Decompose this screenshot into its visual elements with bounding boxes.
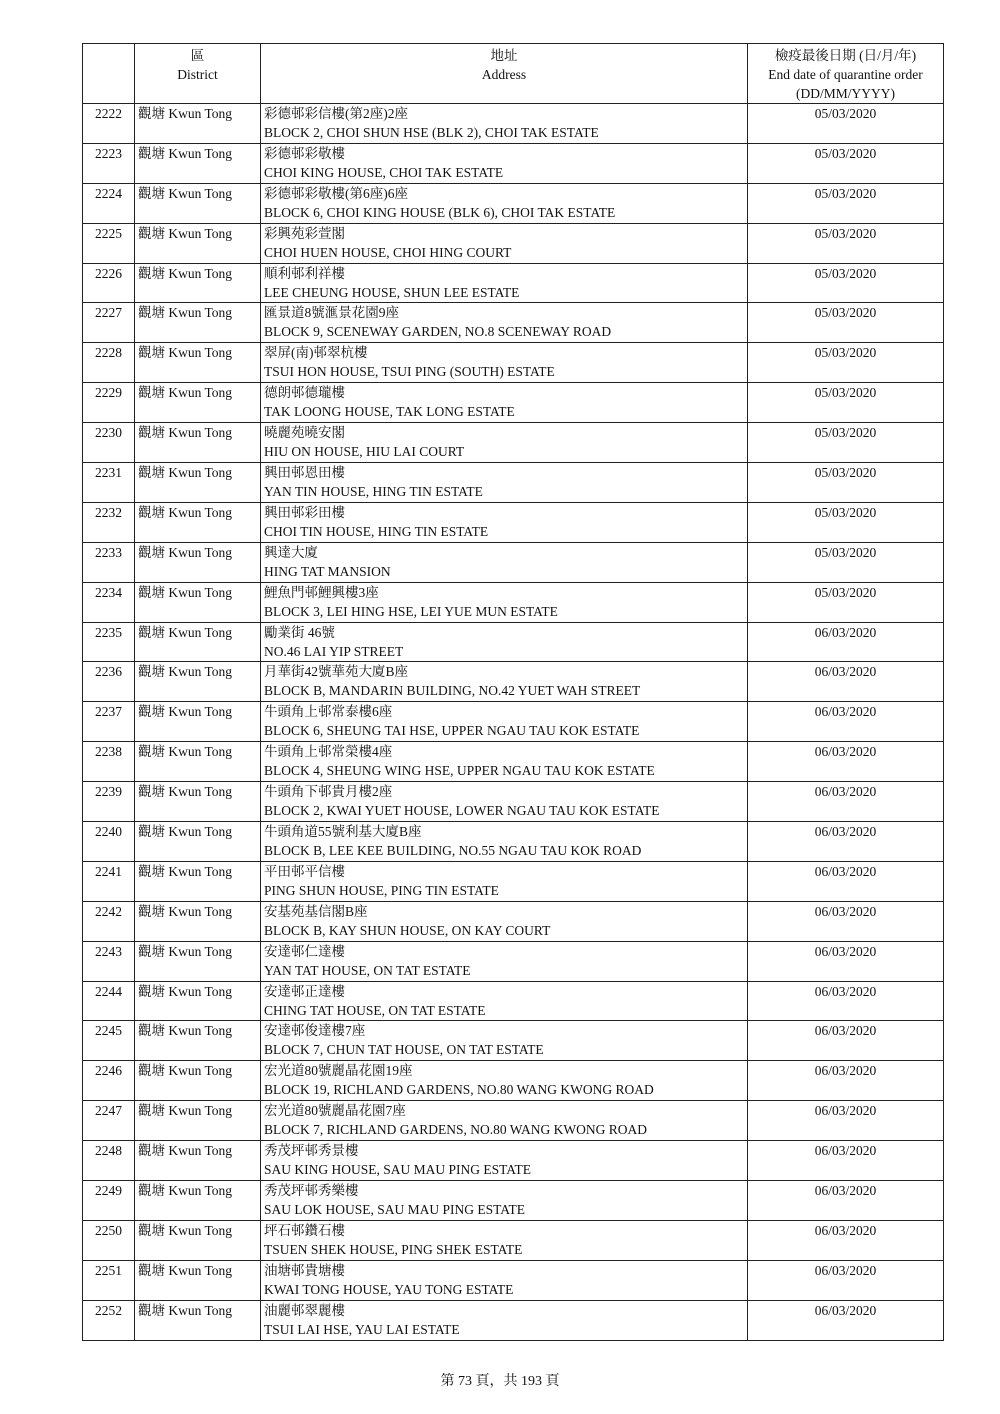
- row-number: 2229: [83, 383, 135, 423]
- row-address-en: BLOCK B, MANDARIN BUILDING, NO.42 YUET WAH STREET: [264, 683, 641, 699]
- row-district: 觀塘 Kwun Tong: [135, 423, 261, 463]
- row-end-date: 06/03/2020: [748, 1220, 944, 1260]
- row-district: 觀塘 Kwun Tong: [135, 622, 261, 662]
- row-address-en: TSUEN SHEK HOUSE, PING SHEK ESTATE: [264, 1241, 523, 1257]
- row-district: 觀塘 Kwun Tong: [135, 742, 261, 782]
- header-address-en: Address: [481, 67, 527, 82]
- row-address-zh: 鯉魚門邨鯉興樓3座: [264, 584, 379, 600]
- row-number: 2243: [83, 941, 135, 981]
- row-address-en: BLOCK 2, KWAI YUET HOUSE, LOWER NGAU TAU KOK ESTATE: [264, 803, 660, 819]
- row-district: 觀塘 Kwun Tong: [135, 183, 261, 223]
- row-address-zh: 平田邨平信樓: [264, 863, 345, 879]
- row-address-zh: 宏光道80號麗晶花園19座: [264, 1063, 413, 1079]
- row-address: [261, 423, 748, 463]
- row-number: 2242: [83, 901, 135, 941]
- row-district: 觀塘 Kwun Tong: [135, 901, 261, 941]
- row-address: [261, 582, 748, 622]
- row-address: [261, 463, 748, 503]
- row-district: 觀塘 Kwun Tong: [135, 263, 261, 303]
- table-row: [83, 343, 944, 383]
- row-address-zh: 油麗邨翠麗樓: [264, 1302, 345, 1318]
- row-address: [261, 941, 748, 981]
- row-address: [261, 143, 748, 183]
- row-address: [261, 303, 748, 343]
- row-address-en: BLOCK 4, SHEUNG WING HSE, UPPER NGAU TAU KOK ESTATE: [264, 763, 655, 779]
- row-number: 2222: [83, 104, 135, 144]
- row-end-date: 05/03/2020: [748, 143, 944, 183]
- row-end-date: 06/03/2020: [748, 1181, 944, 1221]
- row-district: 觀塘 Kwun Tong: [135, 143, 261, 183]
- row-address-zh: 彩德邨彩敬樓: [264, 145, 345, 161]
- table-row: [83, 662, 944, 702]
- row-address: [261, 542, 748, 582]
- table-row: [83, 263, 944, 303]
- row-district: 觀塘 Kwun Tong: [135, 1021, 261, 1061]
- table-row: [83, 1181, 944, 1221]
- row-address-en: BLOCK 7, CHUN TAT HOUSE, ON TAT ESTATE: [264, 1042, 544, 1058]
- row-number: 2224: [83, 183, 135, 223]
- row-address-en: CHOI HUEN HOUSE, CHOI HING COURT: [264, 244, 512, 260]
- row-address: [261, 1300, 748, 1340]
- row-address-zh: 月華街42號華苑大廈B座: [264, 664, 409, 680]
- row-number: 2231: [83, 463, 135, 503]
- row-address-en: BLOCK 9, SCENEWAY GARDEN, NO.8 SCENEWAY ROAD: [264, 324, 612, 340]
- row-end-date: 05/03/2020: [748, 104, 944, 144]
- header-date-format: (DD/MM/YYYY): [796, 86, 895, 101]
- row-end-date: 06/03/2020: [748, 981, 944, 1021]
- row-end-date: 06/03/2020: [748, 822, 944, 862]
- row-address: [261, 263, 748, 303]
- table-body: [83, 104, 944, 1341]
- row-number: 2228: [83, 343, 135, 383]
- header-address: [261, 44, 748, 104]
- row-end-date: 05/03/2020: [748, 303, 944, 343]
- row-address: [261, 1220, 748, 1260]
- row-address-en: BLOCK 3, LEI HING HSE, LEI YUE MUN ESTATE: [264, 603, 558, 619]
- row-district: 觀塘 Kwun Tong: [135, 822, 261, 862]
- row-address: [261, 502, 748, 542]
- row-address-zh: 安達邨仁達樓: [264, 943, 345, 959]
- row-number: 2248: [83, 1141, 135, 1181]
- row-address-zh: 牛頭角上邨常泰樓6座: [264, 704, 393, 720]
- row-address-zh: 德朗邨德瓏樓: [264, 385, 345, 401]
- table-row: [83, 383, 944, 423]
- row-district: 觀塘 Kwun Tong: [135, 343, 261, 383]
- table-row: [83, 183, 944, 223]
- row-address-zh: 牛頭角下邨貴月樓2座: [264, 784, 393, 800]
- row-address-en: BLOCK 2, CHOI SHUN HSE (BLK 2), CHOI TAK ESTATE: [264, 125, 599, 140]
- row-end-date: 05/03/2020: [748, 463, 944, 503]
- header-district-zh: 區: [190, 48, 205, 63]
- row-district: 觀塘 Kwun Tong: [135, 223, 261, 263]
- header-district: [135, 44, 261, 104]
- table-row: [83, 463, 944, 503]
- row-address: [261, 1181, 748, 1221]
- row-address-en: PING SHUN HOUSE, PING TIN ESTATE: [264, 882, 499, 898]
- row-address-en: BLOCK B, LEE KEE BUILDING, NO.55 NGAU TAU KOK ROAD: [264, 843, 642, 859]
- row-address-zh: 興田邨恩田樓: [264, 465, 345, 481]
- table-row: [83, 1260, 944, 1300]
- table-row: [83, 502, 944, 542]
- row-address: [261, 662, 748, 702]
- row-district: 觀塘 Kwun Tong: [135, 383, 261, 423]
- row-number: 2251: [83, 1260, 135, 1300]
- table-header: [83, 44, 944, 104]
- table-row: [83, 303, 944, 343]
- row-address-zh: 順利邨利祥樓: [264, 265, 345, 281]
- row-end-date: 06/03/2020: [748, 1061, 944, 1101]
- row-end-date: 06/03/2020: [748, 782, 944, 822]
- row-district: 觀塘 Kwun Tong: [135, 1101, 261, 1141]
- table-row: [83, 542, 944, 582]
- table-row: [83, 822, 944, 862]
- header-date-en: End date of quarantine order: [768, 67, 923, 82]
- table-row: [83, 582, 944, 622]
- row-address-en: BLOCK 7, RICHLAND GARDENS, NO.80 WANG KWONG ROAD: [264, 1122, 647, 1138]
- table-row: [83, 1061, 944, 1101]
- row-end-date: 06/03/2020: [748, 861, 944, 901]
- row-address-en: BLOCK 6, CHOI KING HOUSE (BLK 6), CHOI TAK ESTATE: [264, 204, 616, 220]
- row-end-date: 06/03/2020: [748, 702, 944, 742]
- row-address-en: YAN TAT HOUSE, ON TAT ESTATE: [264, 962, 471, 978]
- row-address-zh: 安達邨正達樓: [264, 983, 345, 999]
- row-address: [261, 901, 748, 941]
- row-address: [261, 104, 748, 144]
- row-address-en: BLOCK B, KAY SHUN HOUSE, ON KAY COURT: [264, 922, 551, 938]
- row-address-en: CHOI KING HOUSE, CHOI TAK ESTATE: [264, 164, 504, 180]
- header-address-zh: 地址: [490, 48, 518, 63]
- row-address-en: HIU ON HOUSE, HIU LAI COURT: [264, 444, 465, 460]
- table-row: [83, 941, 944, 981]
- row-address: [261, 383, 748, 423]
- row-end-date: 05/03/2020: [748, 542, 944, 582]
- row-address-zh: 宏光道80號麗晶花園7座: [264, 1103, 406, 1119]
- row-address: [261, 343, 748, 383]
- row-address-zh: 勵業街 46號: [264, 624, 335, 640]
- row-address-en: SAU KING HOUSE, SAU MAU PING ESTATE: [264, 1162, 532, 1178]
- table-row: [83, 981, 944, 1021]
- row-number: 2252: [83, 1300, 135, 1340]
- row-end-date: 06/03/2020: [748, 941, 944, 981]
- row-end-date: 05/03/2020: [748, 502, 944, 542]
- row-district: 觀塘 Kwun Tong: [135, 582, 261, 622]
- row-end-date: 06/03/2020: [748, 742, 944, 782]
- row-address: [261, 742, 748, 782]
- row-number: 2237: [83, 702, 135, 742]
- row-address-zh: 油塘邨貴塘樓: [264, 1262, 345, 1278]
- row-address-en: SAU LOK HOUSE, SAU MAU PING ESTATE: [264, 1202, 526, 1218]
- row-address-zh: 牛頭角上邨常榮樓4座: [264, 744, 393, 760]
- header-date-zh: 檢疫最後日期 (日/月/年): [774, 48, 917, 63]
- table-row: [83, 143, 944, 183]
- row-number: 2245: [83, 1021, 135, 1061]
- row-address-en: BLOCK 6, SHEUNG TAI HSE, UPPER NGAU TAU KOK ESTATE: [264, 723, 640, 739]
- row-address-zh: 興田邨彩田樓: [264, 504, 345, 520]
- row-end-date: 06/03/2020: [748, 1300, 944, 1340]
- table-row: [83, 1220, 944, 1260]
- table-row: [83, 901, 944, 941]
- row-address-zh: 匯景道8號滙景花園9座: [264, 305, 399, 321]
- table-row: [83, 702, 944, 742]
- row-end-date: 05/03/2020: [748, 383, 944, 423]
- row-address-zh: 安達邨俊達樓7座: [264, 1023, 366, 1039]
- row-district: 觀塘 Kwun Tong: [135, 941, 261, 981]
- row-end-date: 05/03/2020: [748, 343, 944, 383]
- row-address-zh: 曉麗苑曉安閣: [264, 425, 345, 441]
- table-row: [83, 622, 944, 662]
- table-row: [83, 223, 944, 263]
- row-address: [261, 981, 748, 1021]
- row-address-zh: 彩興苑彩萱閣: [264, 225, 345, 241]
- row-number: 2227: [83, 303, 135, 343]
- row-address-zh: 翠屏(南)邨翠杭樓: [264, 345, 368, 361]
- row-number: 2244: [83, 981, 135, 1021]
- row-address-en: NO.46 LAI YIP STREET: [264, 643, 404, 659]
- row-end-date: 06/03/2020: [748, 901, 944, 941]
- row-number: 2241: [83, 861, 135, 901]
- row-end-date: 06/03/2020: [748, 1141, 944, 1181]
- row-address-zh: 安基苑基信閣B座: [264, 903, 368, 919]
- row-district: 觀塘 Kwun Tong: [135, 1260, 261, 1300]
- row-address-en: TSUI LAI HSE, YAU LAI ESTATE: [264, 1321, 460, 1337]
- row-number: 2238: [83, 742, 135, 782]
- row-number: 2240: [83, 822, 135, 862]
- header-date: [748, 44, 944, 104]
- table-row: [83, 1101, 944, 1141]
- row-number: 2239: [83, 782, 135, 822]
- row-end-date: 06/03/2020: [748, 1021, 944, 1061]
- header-no: [83, 44, 135, 104]
- row-address-zh: 彩德邨彩信樓(第2座)2座: [264, 106, 408, 121]
- row-number: 2249: [83, 1181, 135, 1221]
- row-number: 2223: [83, 143, 135, 183]
- table-row: [83, 742, 944, 782]
- row-end-date: 05/03/2020: [748, 223, 944, 263]
- row-number: 2235: [83, 622, 135, 662]
- row-number: 2225: [83, 223, 135, 263]
- row-address: [261, 702, 748, 742]
- row-end-date: 05/03/2020: [748, 582, 944, 622]
- row-district: 觀塘 Kwun Tong: [135, 1220, 261, 1260]
- row-address-en: HING TAT MANSION: [264, 563, 391, 579]
- row-address: [261, 1061, 748, 1101]
- table-row: [83, 782, 944, 822]
- row-district: 觀塘 Kwun Tong: [135, 502, 261, 542]
- row-address-en: BLOCK 19, RICHLAND GARDENS, NO.80 WANG KWONG ROAD: [264, 1082, 654, 1098]
- row-district: 觀塘 Kwun Tong: [135, 1141, 261, 1181]
- row-address-en: LEE CHEUNG HOUSE, SHUN LEE ESTATE: [264, 284, 520, 300]
- row-address-en: CHOI TIN HOUSE, HING TIN ESTATE: [264, 523, 489, 539]
- row-address-zh: 彩德邨彩敬樓(第6座)6座: [264, 185, 408, 201]
- row-number: 2236: [83, 662, 135, 702]
- row-address-en: CHING TAT HOUSE, ON TAT ESTATE: [264, 1002, 486, 1018]
- row-address-en: YAN TIN HOUSE, HING TIN ESTATE: [264, 484, 483, 500]
- row-district: 觀塘 Kwun Tong: [135, 702, 261, 742]
- row-district: 觀塘 Kwun Tong: [135, 104, 261, 144]
- row-number: 2233: [83, 542, 135, 582]
- row-end-date: 05/03/2020: [748, 423, 944, 463]
- row-number: 2232: [83, 502, 135, 542]
- row-address-zh: 牛頭角道55號利基大廈B座: [264, 824, 422, 840]
- row-address: [261, 622, 748, 662]
- row-district: 觀塘 Kwun Tong: [135, 1061, 261, 1101]
- table-row: [83, 423, 944, 463]
- row-address-en: TSUI HON HOUSE, TSUI PING (SOUTH) ESTATE: [264, 364, 555, 380]
- row-number: 2246: [83, 1061, 135, 1101]
- table-row: [83, 104, 944, 144]
- row-address: [261, 1021, 748, 1061]
- row-address: [261, 1101, 748, 1141]
- row-address: [261, 183, 748, 223]
- table-row: [83, 1300, 944, 1340]
- row-address-zh: 坪石邨鑽石樓: [264, 1222, 345, 1238]
- row-district: 觀塘 Kwun Tong: [135, 1181, 261, 1221]
- row-address-zh: 秀茂坪邨秀樂樓: [264, 1183, 359, 1199]
- row-end-date: 06/03/2020: [748, 1260, 944, 1300]
- row-district: 觀塘 Kwun Tong: [135, 1300, 261, 1340]
- row-number: 2247: [83, 1101, 135, 1141]
- row-address-zh: 秀茂坪邨秀景樓: [264, 1143, 359, 1159]
- row-number: 2230: [83, 423, 135, 463]
- row-end-date: 05/03/2020: [748, 263, 944, 303]
- header-district-en: District: [177, 67, 218, 82]
- row-address-zh: 興達大廈: [264, 544, 318, 560]
- row-district: 觀塘 Kwun Tong: [135, 542, 261, 582]
- row-end-date: 05/03/2020: [748, 183, 944, 223]
- row-district: 觀塘 Kwun Tong: [135, 861, 261, 901]
- row-end-date: 06/03/2020: [748, 662, 944, 702]
- table-row: [83, 861, 944, 901]
- quarantine-table: [82, 43, 944, 1341]
- row-number: 2226: [83, 263, 135, 303]
- row-district: 觀塘 Kwun Tong: [135, 662, 261, 702]
- row-district: 觀塘 Kwun Tong: [135, 981, 261, 1021]
- row-address: [261, 223, 748, 263]
- row-number: 2234: [83, 582, 135, 622]
- row-number: 2250: [83, 1220, 135, 1260]
- row-address: [261, 861, 748, 901]
- table-row: [83, 1141, 944, 1181]
- row-address-en: TAK LOONG HOUSE, TAK LONG ESTATE: [264, 404, 515, 420]
- row-address-en: KWAI TONG HOUSE, YAU TONG ESTATE: [264, 1281, 514, 1297]
- row-address: [261, 1141, 748, 1181]
- row-district: 觀塘 Kwun Tong: [135, 463, 261, 503]
- row-district: 觀塘 Kwun Tong: [135, 303, 261, 343]
- row-district: 觀塘 Kwun Tong: [135, 782, 261, 822]
- row-end-date: 06/03/2020: [748, 622, 944, 662]
- row-address: [261, 822, 748, 862]
- row-address: [261, 782, 748, 822]
- row-end-date: 06/03/2020: [748, 1101, 944, 1141]
- page-footer: 第 73 頁，共 193 頁: [440, 1374, 560, 1389]
- row-address: [261, 1260, 748, 1300]
- table-row: [83, 1021, 944, 1061]
